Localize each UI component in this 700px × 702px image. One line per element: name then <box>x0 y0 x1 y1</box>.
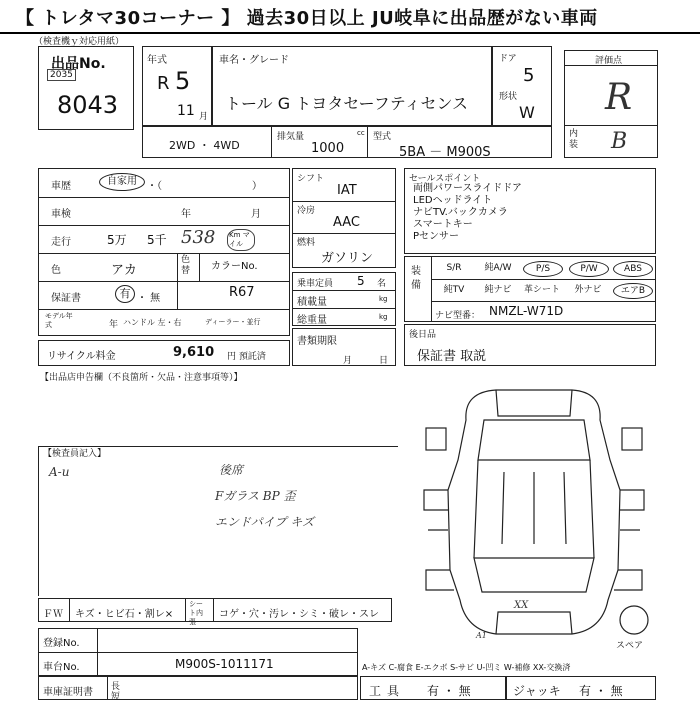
sales-points-label: セールスポイント <box>409 174 481 184</box>
damage-row <box>38 598 392 626</box>
model-value: 5BA － M900S <box>399 145 491 160</box>
diagram-spare: スペア <box>616 641 644 650</box>
name-label: 車名・グレード <box>219 55 289 66</box>
later-items-box <box>404 324 656 366</box>
grade-box <box>564 50 658 158</box>
model-change-year-unit: 年 <box>109 320 119 330</box>
lot-box <box>38 46 134 130</box>
capacity-unit: 名 <box>377 279 387 289</box>
color-code: R67 <box>229 285 255 300</box>
drive-value: 2WD ・ 4WD <box>169 139 240 152</box>
inspector-note: 後席 <box>219 463 244 477</box>
load-unit: kg <box>379 295 388 303</box>
certificate-label: 車庫証明書 <box>43 687 93 698</box>
color-repaint-label: 色替 <box>181 255 191 276</box>
equipment-item: P/W <box>569 261 609 277</box>
banner <box>0 0 700 34</box>
model-change-dealer: ディーラー・並行 <box>205 318 261 326</box>
color-code-label: カラーNo. <box>211 261 258 272</box>
equipment-item: P/S <box>523 261 563 277</box>
diagram-mark-xx: XX <box>514 600 529 611</box>
fuel-label: 燃料 <box>297 238 316 248</box>
sales-point-item: スマートキー <box>413 219 473 230</box>
mid-table <box>292 168 396 268</box>
inspector-note-left: A-u <box>49 465 70 479</box>
displacement-unit: cc <box>357 129 365 137</box>
damage-fw-label: ＦＷ <box>43 609 63 620</box>
inspector-label: 【検査員記入】 <box>43 449 107 459</box>
tools-box <box>360 676 506 700</box>
jack-value: 有 ・ 無 <box>579 684 623 698</box>
mileage-unit: Km マイル <box>227 229 255 251</box>
name-value: トール G トヨタセーフティセンス <box>225 94 469 113</box>
tools-label: 工具 <box>369 684 406 698</box>
year-box <box>142 46 212 126</box>
inspector-note: Fガラス BP 歪 <box>215 489 296 503</box>
displacement-value: 1000 <box>311 141 345 156</box>
recycle-box <box>38 340 290 366</box>
equipment-item: 革シート <box>523 285 560 295</box>
doors-value: 5 <box>523 65 535 86</box>
navi-label: ナビ型番： <box>435 311 481 321</box>
warranty-value-text: 有 <box>119 287 131 300</box>
spec-divider-2 <box>367 127 368 157</box>
deadline-day-unit: 日 <box>379 356 389 366</box>
sales-point-item: LEDヘッドライト <box>413 195 493 206</box>
model-label: 型式 <box>373 132 392 142</box>
equipment-item: 外ナビ <box>574 285 602 295</box>
history-value <box>99 173 145 191</box>
aircon-label: 冷房 <box>297 206 316 216</box>
mileage-handwritten: 538 <box>181 227 216 248</box>
lot-number: 8043 <box>57 91 119 119</box>
grade-divider-top <box>565 65 657 66</box>
chassis-label: 車台No. <box>43 662 80 673</box>
sales-points-list <box>413 183 522 243</box>
history-value-text: 自家用 <box>107 176 137 187</box>
warranty-rest: ・ 無 <box>137 293 161 304</box>
equipment-label: 装備 <box>411 266 421 291</box>
grade-label: 評価点 <box>595 56 623 66</box>
doors-label: ドア <box>499 54 517 64</box>
sales-points-box <box>404 168 656 254</box>
sales-point-item: ナビTV.バックカメラ <box>413 207 508 218</box>
color-value: アカ <box>111 263 137 278</box>
certificate-long: 長 <box>111 682 121 692</box>
door-box <box>492 46 552 126</box>
inspection-month-unit: 月 <box>251 209 261 220</box>
history-label: 車歴 <box>51 181 71 192</box>
model-change-handle: ハンドル 左・右 <box>123 318 182 327</box>
history-rest: ・（ ） <box>147 181 262 192</box>
equipment-item: 純TV <box>443 285 465 295</box>
recycle-value: 9,610 <box>173 345 215 360</box>
spec-row <box>142 126 552 158</box>
color-label: 色 <box>51 265 61 276</box>
recycle-unit: 円 預託済 <box>227 352 266 362</box>
inspector-box <box>38 446 398 596</box>
deadline-box <box>292 328 396 366</box>
lot-label: 出品No. <box>51 56 106 72</box>
capacity-table <box>292 272 396 326</box>
sales-point-item: 両側パワースライドドア <box>413 183 522 194</box>
damage-keys: キズ・ヒビ石・割レ× <box>75 609 174 620</box>
recycle-label: リサイクル料金 <box>47 351 116 362</box>
gross-unit: kg <box>379 313 388 321</box>
grade-score: R <box>605 77 633 118</box>
seller-notes-label: 【出品店申告欄（不良箇所・欠品・注意事項等）】 <box>40 373 243 383</box>
equipment-item: 純A/W <box>484 263 512 273</box>
certificate-box <box>38 676 358 700</box>
lot-stamp-value: 2035 <box>50 70 73 80</box>
later-items-label: 後日品 <box>409 330 437 340</box>
navi-model: NMZL-W71D <box>489 304 564 318</box>
equipment-item: エアB <box>613 283 653 299</box>
certificate-short: 短 <box>111 692 121 702</box>
mileage-label: 走行 <box>51 237 71 248</box>
year-era: R <box>157 73 170 94</box>
deadline-label: 書類期限 <box>297 336 337 347</box>
deadline-month-unit: 月 <box>343 356 353 366</box>
damage-seat-label: シート内張 <box>189 600 203 626</box>
equipment-item: ABS <box>613 261 653 277</box>
year-month-unit: 月 <box>199 112 209 122</box>
mileage-sen: 5千 <box>147 233 167 247</box>
mileage-man: 5万 <box>107 233 127 247</box>
capacity-label: 乗車定員 <box>297 279 334 289</box>
later-items-value: 保証書 取説 <box>417 349 487 364</box>
top-note: （検査機ｙ対応用紙） <box>34 37 125 47</box>
fuel-value: ガソリン <box>321 251 374 266</box>
shape-label: 形状 <box>499 92 518 102</box>
year-label: 年式 <box>147 55 167 66</box>
inspection-label: 車検 <box>51 209 71 220</box>
spec-divider-1 <box>271 127 272 157</box>
car-diagram <box>404 380 664 650</box>
shift-value: IAT <box>337 183 357 198</box>
shape-value: W <box>519 103 535 122</box>
interior-label: 内装 <box>569 129 579 150</box>
interior-score: B <box>611 129 628 154</box>
equipment-item: 純ナビ <box>484 285 512 295</box>
info-table <box>38 168 290 336</box>
shift-label: シフト <box>297 174 325 184</box>
chassis-value: M900S-1011171 <box>175 657 274 671</box>
inspection-year-unit: 年 <box>181 209 191 220</box>
legend: A-キズ C-腐食 E-エクボ S-サビ U-凹ミ W-補修 XX-交換済 <box>362 663 571 672</box>
grade-divider-mid <box>565 125 657 126</box>
year-month: 11 <box>177 103 195 119</box>
name-box <box>212 46 492 126</box>
jack-label: ジャッキ <box>513 684 561 698</box>
equipment-box <box>404 256 656 322</box>
aircon-value: AAC <box>333 215 360 230</box>
load-label: 積載量 <box>297 297 327 308</box>
sales-point-item: Pセンサー <box>413 231 460 242</box>
year-value: 5 <box>175 67 191 95</box>
damage-seat-keys: コゲ・穴・汚レ・シミ・破レ・スレ <box>219 609 379 620</box>
lot-stamp <box>47 69 76 81</box>
gross-label: 総重量 <box>297 315 327 326</box>
registration-label: 登録No. <box>43 638 80 649</box>
capacity-value: 5 <box>357 274 365 288</box>
jack-box <box>506 676 656 700</box>
model-change-label: モデル年式 <box>45 312 73 329</box>
warranty-label: 保証書 <box>51 293 81 304</box>
diagram-mark-a1: A1 <box>476 631 487 640</box>
inspector-note: エンドパイプ キズ <box>215 515 314 529</box>
banner-text: 【 トレタマ30コーナー 】 過去30日以上 JU岐阜に出品歴がない車両 <box>16 8 598 29</box>
equipment-item: S/R <box>446 263 462 273</box>
displacement-label: 排気量 <box>277 132 305 142</box>
registration-box <box>38 628 358 676</box>
tools-value: 有 ・ 無 <box>427 684 471 698</box>
warranty-value <box>115 285 135 303</box>
